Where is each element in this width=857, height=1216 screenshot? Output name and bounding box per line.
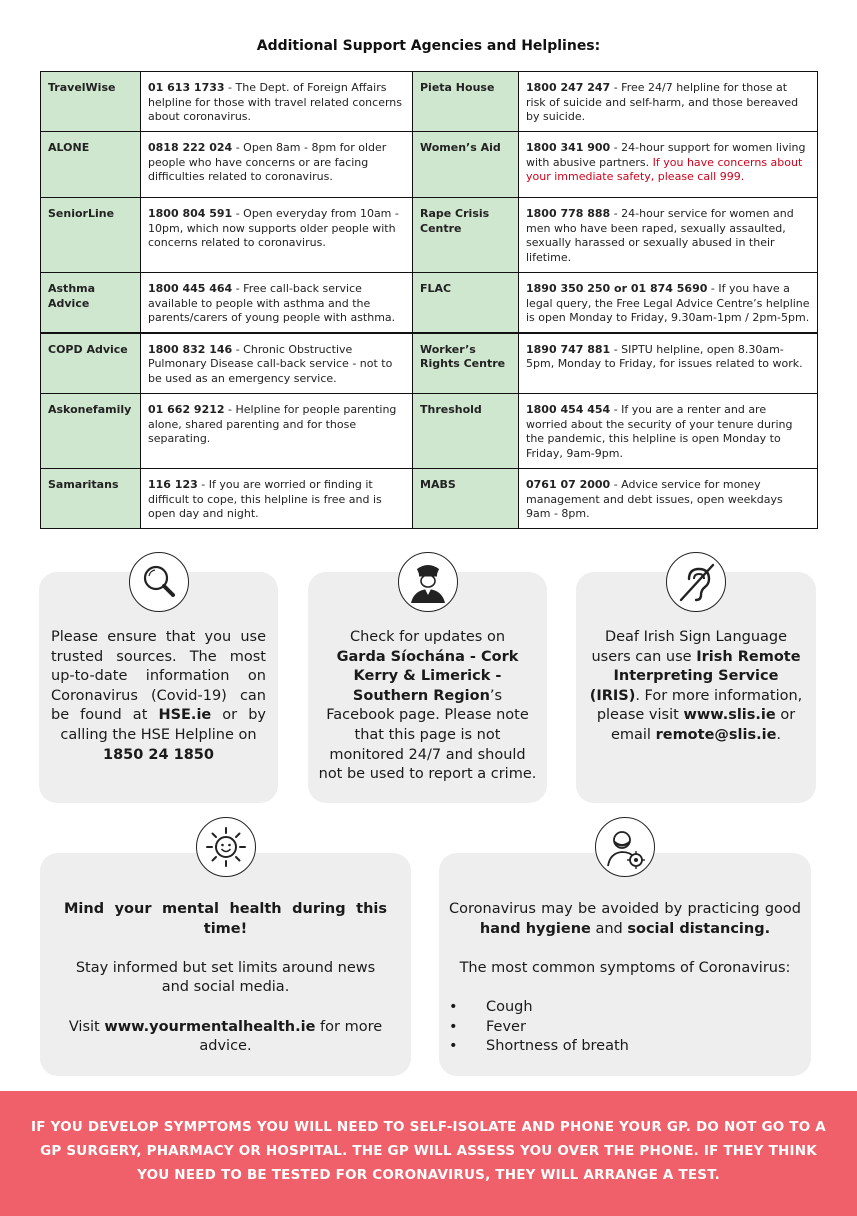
- agency-details: [141, 394, 413, 469]
- agency-details: [141, 333, 413, 394]
- table-row: [41, 469, 818, 529]
- phone-number: 1800 804 591: [148, 207, 233, 220]
- phone-number: 1800 247 247: [526, 81, 611, 94]
- agency-name: Women’s Aid: [413, 132, 519, 198]
- agency-details: [141, 469, 413, 529]
- self-isolate-banner: IF YOU DEVELOP SYMPTOMS YOU WILL NEED TO SELF-ISOLATE AND PHONE YOUR GP. DO NOT GO TO A GP SURGERY, PHARMACY OR HOSPITAL. THE GP WILL ASSESS YOU OVER THE PHONE. IF THEY THINK YOU NEED TO BE TESTED FOR CORONAVIRUS, THEY WILL ARRANGE A TEST.: [0, 1091, 857, 1216]
- agency-details: [519, 469, 818, 529]
- list-item: • Cough: [449, 998, 801, 1018]
- trusted-sources-card: [39, 572, 278, 803]
- symptoms-heading: The most common symptoms of Coronavirus:: [459, 959, 791, 976]
- table-row: [41, 198, 818, 273]
- agency-name: Samaritans: [41, 469, 141, 529]
- agency-description: - Free call-back service available to people with asthma and the parents/carers of young people with asthma.: [148, 282, 396, 324]
- agency-details: [519, 394, 818, 469]
- list-item: • Shortness of breath: [449, 1037, 801, 1057]
- agency-description: - Advice service for money management and debt issues, open weekdays 9am - 8pm.: [526, 478, 783, 520]
- agency-name: Askonefamily: [41, 394, 141, 469]
- mental-health-card: [40, 853, 411, 1076]
- limit-news-text: Stay informed but set limits around news and social media.: [75, 959, 376, 996]
- page-title: Additional Support Agencies and Helplines:: [256, 38, 601, 54]
- agency-details: [519, 273, 818, 333]
- helplines-table: [40, 71, 818, 529]
- phone-number: 0818 222 024: [148, 141, 233, 154]
- slis-email: remote@slis.ie: [655, 726, 777, 743]
- agency-details: [141, 72, 413, 132]
- deaf-iris-card: [576, 572, 816, 803]
- agency-description: - SIPTU helpline, open 8.30am-5pm, Monday to Friday, for issues related to work.: [526, 342, 803, 370]
- masked-person-virus-icon: [595, 817, 655, 877]
- garda-updates-card: [308, 572, 547, 803]
- agency-description: - If you are worried or finding it difficult to cope, this helpline is free and is open day and night.: [148, 478, 382, 520]
- agency-details: [141, 273, 413, 333]
- phone-number: 1800 445 464: [148, 282, 233, 295]
- agency-details: [141, 132, 413, 198]
- agency-name: MABS: [413, 469, 519, 529]
- slis-website: www.slis.ie: [683, 707, 776, 724]
- phone-number: 1890 747 881: [526, 342, 611, 356]
- table-row: [41, 273, 818, 333]
- phone-number: 1800 454 454: [526, 403, 611, 416]
- hse-helpline-number: 1850 24 1850: [103, 746, 214, 763]
- iris-service-name: Irish Remote Interpreting Service (IRIS): [589, 648, 801, 704]
- agency-details: [141, 198, 413, 273]
- agency-description: - 24-hour service for women and men who have been raped, sexually assaulted, sexually harassed or sexually abused in their lifetime.: [526, 207, 794, 264]
- agency-description: - Free 24/7 helpline for those at risk of suicide and self-harm, and those bereaved by suicide.: [526, 81, 799, 123]
- hygiene-symptoms-card: [439, 853, 811, 1076]
- police-officer-icon: [398, 552, 458, 612]
- trusted-sources-text: Please ensure that you use trusted sources. The most up-to-date information on Coronavirus (Covid-19) can be found at HSE.ie or by calling the HSE Helpline on 1850 24 1850: [51, 629, 266, 763]
- hygiene-text: Coronavirus may be avoided by practicing good hand hygiene and social distancing. The most common symptoms of Coronavirus: • Cough • Fever • Shortness of breath: [449, 900, 801, 1057]
- mental-health-website: www.yourmentalhealth.ie: [104, 1018, 316, 1035]
- phone-number: 01 662 9212: [148, 403, 225, 416]
- garda-text: Check for updates on Garda Síochána - Cork Kerry & Limerick - Southern Region’s Facebook page. Please note that this page is not monitored 24/7 and should not be used to report a crime.: [318, 629, 537, 783]
- agency-description: - Open 8am - 8pm for older people who have concerns or are facing difficulties related to coronavirus.: [148, 141, 387, 183]
- agency-details: [519, 333, 818, 394]
- hse-website: HSE.ie: [158, 707, 212, 724]
- mental-health-heading: Mind your mental health during this time!: [64, 901, 387, 937]
- agency-description: - If you are a renter and are worried about the security of your tenure during the pandemic, this helpline is open Monday to Friday, 9am-9pm.: [526, 403, 793, 460]
- social-distancing: social distancing.: [627, 920, 771, 937]
- smiling-sun-icon: [196, 817, 256, 877]
- table-row: [41, 333, 818, 394]
- safety-warning: If you have concerns about your immediate safety, please call 999.: [526, 155, 803, 183]
- list-item: • Fever: [449, 1018, 801, 1038]
- agency-name: SeniorLine: [41, 198, 141, 273]
- phone-number: 1890 350 250 or 01 874 5690: [526, 282, 708, 295]
- phone-number: 1800 341 900: [526, 141, 611, 154]
- agency-details: [519, 72, 818, 132]
- symptoms-list: [449, 998, 801, 1057]
- mental-health-text: Mind your mental health during this time! Stay informed but set limits around news and social media. Visit www.yourmentalhealth.ie for more advice.: [64, 901, 387, 1055]
- agency-name: Pieta House: [413, 72, 519, 132]
- agency-description: - If you have a legal query, the Free Legal Advice Centre’s helpline is open Monday to Friday, 9.30am-1pm / 2pm-5pm.: [526, 282, 810, 324]
- agency-description: - 24-hour support for women living with abusive partners.: [526, 141, 806, 169]
- table-row: [41, 394, 818, 469]
- agency-details: [519, 132, 818, 198]
- agency-description: - Open everyday from 10am - 10pm, which now supports older people with concerns related to coronavirus.: [148, 207, 399, 249]
- agency-description: - Chronic Obstructive Pulmonary Disease call-back service - not to be used as an emergency service.: [148, 342, 393, 385]
- agency-name: Worker’s Rights Centre: [413, 333, 519, 394]
- table-row: [41, 132, 818, 198]
- hand-hygiene: hand hygiene: [479, 920, 591, 937]
- agency-name: COPD Advice: [41, 333, 141, 394]
- phone-number: 1800 778 888: [526, 207, 611, 220]
- agency-name: ALONE: [41, 132, 141, 198]
- agency-name: Rape Crisis Centre: [413, 198, 519, 273]
- agency-description: - Helpline for people parenting alone, shared parenting and for those separating.: [148, 403, 397, 445]
- magnifier-icon: [129, 552, 189, 612]
- phone-number: 1800 832 146: [148, 342, 233, 356]
- agency-name: Threshold: [413, 394, 519, 469]
- agency-name: FLAC: [413, 273, 519, 333]
- agency-details: [519, 198, 818, 273]
- phone-number: 01 613 1733: [148, 81, 225, 94]
- table-row: [41, 72, 818, 132]
- phone-number: 0761 07 2000: [526, 478, 611, 491]
- agency-description: - The Dept. of Foreign Affairs helpline for those with travel related concerns about coronavirus.: [148, 81, 402, 123]
- agency-name: TravelWise: [41, 72, 141, 132]
- agency-name: Asthma Advice: [41, 273, 141, 333]
- deaf-text: Deaf Irish Sign Language users can use Irish Remote Interpreting Service (IRIS). For more information, please visit www.slis.ie or email remote@slis.ie.: [589, 629, 803, 743]
- phone-number: 116 123: [148, 478, 198, 491]
- garda-facebook-name: Garda Síochána - Cork Kerry & Limerick - Southern Region: [336, 648, 519, 704]
- hearing-impaired-icon: [666, 552, 726, 612]
